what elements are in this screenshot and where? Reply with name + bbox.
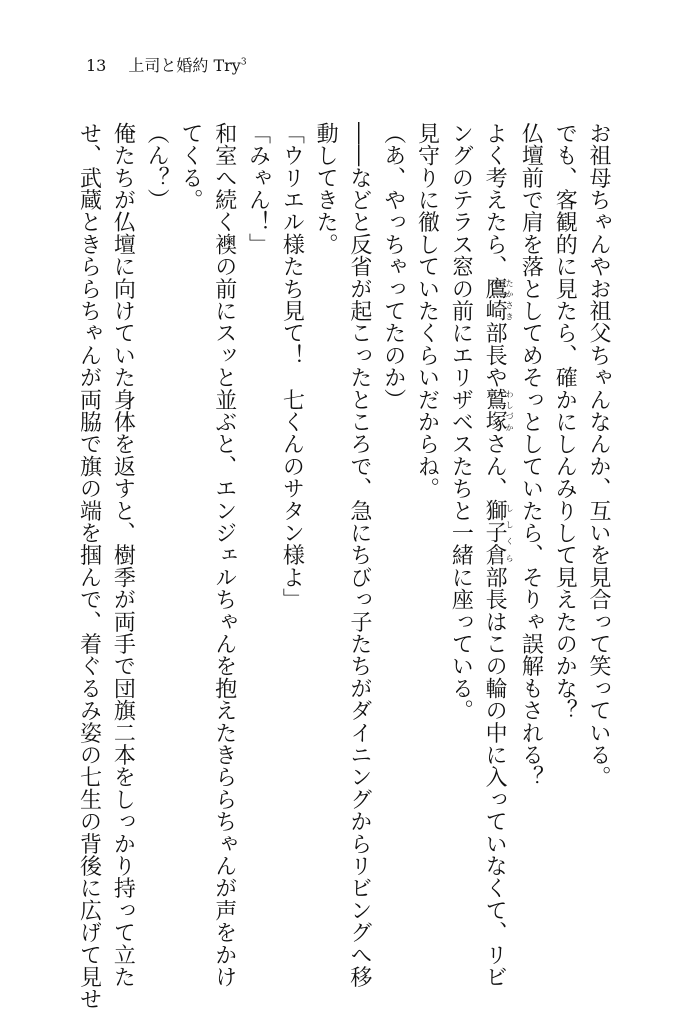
ruby-reading: たかさき	[505, 277, 515, 322]
ruby-base: 鷹崎	[482, 277, 508, 322]
ruby-base: 鷲塚	[482, 388, 508, 433]
ruby-reading: ししくら	[505, 499, 515, 567]
text-line: てくる。	[177, 122, 203, 211]
ruby-word	[482, 277, 515, 322]
ruby-word	[482, 388, 515, 433]
running-title	[128, 56, 246, 75]
text-line: （ん？）	[144, 122, 170, 211]
page-header	[86, 56, 247, 76]
text-line: 「みゃん！」	[245, 122, 271, 256]
text-line: ――などと反省が起こったところで、急にちびっ子たちがダイニングからリビングへ移	[346, 122, 372, 988]
text-segment: よく考えたら、	[482, 122, 508, 278]
text-line: ングのテラス窓の前にエリザベスたちと一緒に座っている。	[448, 122, 474, 722]
text-line	[477, 122, 515, 988]
running-title-text: 上司と婚約 Try	[128, 56, 241, 75]
text-line: 仏壇前で肩を落としてめそっとしていたら、そりゃ誤解もされる？	[518, 122, 544, 788]
text-segment: さん、	[482, 432, 508, 500]
ruby-reading: わしづか	[505, 388, 515, 433]
text-line: でも、客観的に見たら、確かにしんみりして見えたのかな？	[552, 122, 578, 722]
title-superscript: 3	[240, 57, 247, 68]
text-line: （あ、やっちゃってたのか）	[380, 122, 406, 411]
text-line: 俺たちが仏壇に向けていた身体を返すと、樹季が両手で団旗二本をしっかり持って立た	[110, 122, 136, 988]
text-line: 「ウリエル様たち見て！ 七くんのサタン様よ」	[279, 122, 305, 611]
ruby-base: 獅子倉	[482, 499, 508, 567]
text-segment: 部長や	[482, 321, 508, 389]
text-line: 和室へ続く襖の前にスッと並ぶと、エンジェルちゃんを抱えたきららちゃんが声をかけ	[211, 122, 237, 988]
ruby-word	[482, 499, 515, 567]
text-segment: 部長はこの輪の中に入っていなくて、リビ	[482, 566, 508, 988]
page-number: 13	[86, 56, 107, 75]
text-line: 見守りに徹していたくらいだからね。	[414, 122, 440, 500]
text-line: せ、武蔵ときららちゃんが両脇で旗の端を掴んで、着ぐるみ姿の七生の背後に広げて見せ	[76, 122, 102, 1010]
vertical-text-body	[72, 122, 615, 1010]
text-line: 動してきた。	[313, 122, 339, 256]
text-line: お祖母ちゃんやお祖父ちゃんなんか、互いを見合って笑っている。	[586, 122, 611, 788]
